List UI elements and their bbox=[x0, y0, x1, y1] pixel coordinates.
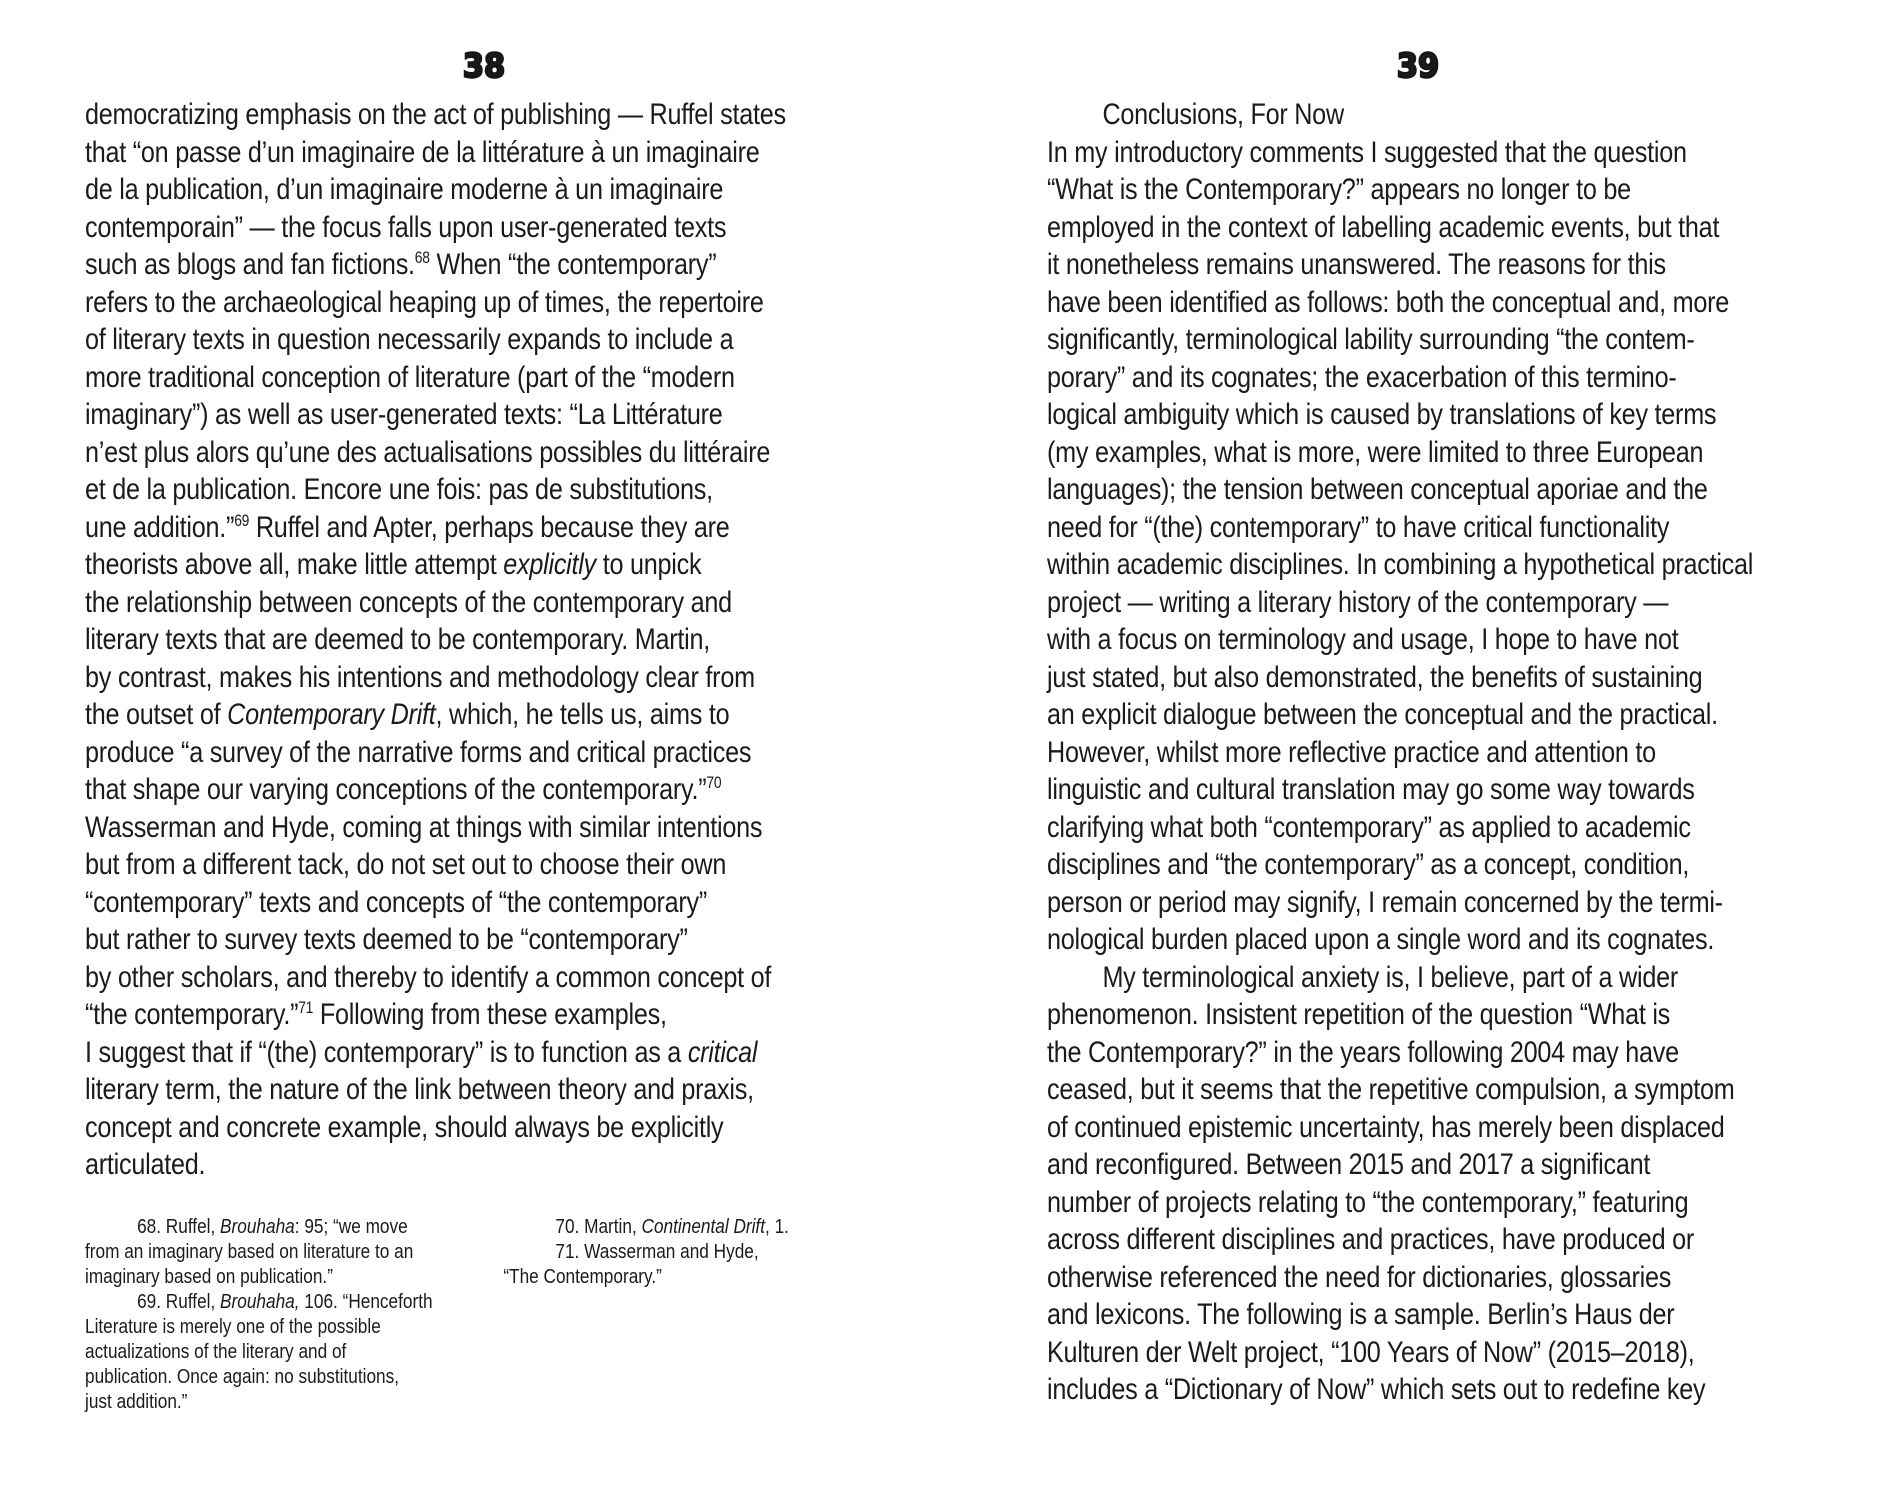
body-text-line: However, whilst more reflective practice and attention to bbox=[1047, 735, 1656, 769]
page-38-body bbox=[85, 96, 875, 1184]
body-text-line: languages); the tension between conceptual aporiae and the bbox=[1047, 473, 1708, 506]
footnote-line: “The Contemporary.” bbox=[503, 1264, 662, 1288]
body-text-line: but from a different tack, do not set out to choose their own bbox=[85, 848, 727, 881]
body-text-line: with a focus on terminology and usage, I hope to have not bbox=[1047, 623, 1679, 656]
body-text-line: that “on passe d’un imaginaire de la littérature à un imaginaire bbox=[85, 135, 760, 169]
body-text-line: such as blogs and fan fictions.$^{68}$ When “the contemporary” bbox=[85, 248, 717, 281]
body-text-line: the relationship between concepts of the contemporary and bbox=[85, 585, 732, 619]
body-text-line: porary” and its cognates; the exacerbation of this termino- bbox=[1047, 360, 1677, 394]
body-text-line: of literary texts in question necessarily expands to include a bbox=[85, 323, 734, 356]
body-text-line: une addition.”$^{69}$ Ruffel and Apter, perhaps because they are bbox=[85, 510, 730, 544]
body-text-line: number of projects relating to “the contemporary,” featuring bbox=[1047, 1185, 1689, 1219]
body-text-line: an explicit dialogue between the conceptual and the practical. bbox=[1047, 698, 1718, 731]
body-text-line: person or period may signify, I remain concerned by the termi- bbox=[1047, 885, 1723, 919]
body-text-line: need for “(the) contemporary” to have critical functionality bbox=[1047, 510, 1670, 544]
body-text-line: refers to the archaeological heaping up of times, the repertoire bbox=[85, 285, 764, 319]
body-text-line: that shape our varying conceptions of the contemporary.”$^{70}$ bbox=[85, 773, 722, 806]
page-38-text-block bbox=[85, 96, 875, 1424]
body-text-line: otherwise referenced the need for dictionaries, glossaries bbox=[1047, 1260, 1672, 1294]
body-text-line: clarifying what both “contemporary” as applied to academic bbox=[1047, 810, 1691, 844]
body-text-line: of continued epistemic uncertainty, has merely been displaced bbox=[1047, 1110, 1725, 1144]
body-text-line: linguistic and cultural translation may go some way towards bbox=[1047, 773, 1695, 806]
body-text-line: includes a “Dictionary of Now” which sets out to redefine key bbox=[1047, 1373, 1706, 1406]
body-text-line: (my examples, what is more, were limited to three European bbox=[1047, 435, 1704, 469]
body-text-line: democratizing emphasis on the act of publishing — Ruffel states bbox=[85, 98, 786, 131]
footnote-column-2 bbox=[503, 1214, 789, 1289]
body-text-line: produce “a survey of the narrative forms and critical practices bbox=[85, 735, 752, 769]
body-text-line: the outset of Contemporary Drift, which, he tells us, aims to bbox=[85, 698, 730, 731]
body-text-line: logical ambiguity which is caused by translations of key terms bbox=[1047, 398, 1717, 431]
body-text-line: theorists above all, make little attempt explicitly to unpick bbox=[85, 548, 702, 581]
footnote-line: Literature is merely one of the possible bbox=[85, 1314, 381, 1338]
body-text-line: literary term, the nature of the link between theory and praxis, bbox=[85, 1073, 754, 1106]
body-text-line: just stated, but also demonstrated, the benefits of sustaining bbox=[1047, 660, 1703, 694]
section-heading: Conclusions, For Now bbox=[1102, 98, 1344, 131]
body-text-line: et de la publication. Encore une fois: pas de substitutions, bbox=[85, 473, 713, 506]
body-text-line: concept and concrete example, should always be explicitly bbox=[85, 1110, 724, 1144]
body-text-line: but rather to survey texts deemed to be “contemporary” bbox=[85, 923, 688, 956]
footnote-line: 68. Ruffel, Brouhaha: 95; “we move bbox=[137, 1214, 408, 1238]
body-text-line: by other scholars, and thereby to identify a common concept of bbox=[85, 960, 772, 994]
page-39-body bbox=[1047, 134, 1837, 1409]
body-text-line: project — writing a literary history of the contemporary — bbox=[1047, 585, 1669, 619]
footnote-line: just addition.” bbox=[85, 1389, 188, 1413]
body-text-line: Wasserman and Hyde, coming at things with similar intentions bbox=[85, 810, 763, 844]
body-text-line: ceased, but it seems that the repetitive compulsion, a symptom bbox=[1047, 1073, 1735, 1106]
body-text-line: employed in the context of labelling academic events, but that bbox=[1047, 210, 1720, 244]
footnote-line: actualizations of the literary and of bbox=[85, 1339, 347, 1363]
footnote-line: from an imaginary based on literature to an bbox=[85, 1239, 414, 1263]
body-text-line: disciplines and “the contemporary” as a concept, condition, bbox=[1047, 848, 1690, 881]
body-text-line: articulated. bbox=[85, 1148, 206, 1181]
body-text-line: significantly, terminological lability surrounding “the contem- bbox=[1047, 323, 1695, 356]
body-text-line: nological burden placed upon a single word and its cognates. bbox=[1047, 923, 1715, 956]
footnote-column-1 bbox=[85, 1214, 433, 1414]
body-text-line: have been identified as follows: both the conceptual and, more bbox=[1047, 285, 1730, 319]
page-38-footnotes bbox=[85, 1214, 875, 1424]
body-text-line: and lexicons. The following is a sample. Berlin’s Haus der bbox=[1047, 1298, 1675, 1331]
body-text-line: “What is the Contemporary?” appears no longer to be bbox=[1047, 173, 1631, 206]
body-text-line: Kulturen der Welt project, “100 Years of Now” (2015–2018), bbox=[1047, 1335, 1695, 1369]
footnote-line: publication. Once again: no substitutions, bbox=[85, 1364, 399, 1388]
body-text-line: de la publication, d’un imaginaire moderne à un imaginaire bbox=[85, 173, 724, 206]
body-text-line: literary texts that are deemed to be contemporary. Martin, bbox=[85, 623, 711, 656]
footnote-line: 71. Wasserman and Hyde, bbox=[555, 1239, 759, 1263]
body-text-line: I suggest that if “(the) contemporary” is to function as a critical bbox=[85, 1035, 758, 1069]
body-text-line: imaginary”) as well as user-generated texts: “La Littérature bbox=[85, 398, 723, 431]
body-text-line: it nonetheless remains unanswered. The reasons for this bbox=[1047, 248, 1666, 281]
page-39-text-block bbox=[1047, 96, 1837, 1409]
body-text-line: the Contemporary?” in the years following 2004 may have bbox=[1047, 1035, 1679, 1069]
footnote-line: 69. Ruffel, Brouhaha, 106. “Henceforth bbox=[137, 1289, 433, 1313]
body-text-line: within academic disciplines. In combining a hypothetical practical bbox=[1047, 548, 1754, 581]
body-text-line: n’est plus alors qu’une des actualisations possibles du littéraire bbox=[85, 435, 771, 469]
footnote-line: imaginary based on publication.” bbox=[85, 1264, 333, 1288]
body-text-line: and reconfigured. Between 2015 and 2017 a significant bbox=[1047, 1148, 1651, 1181]
body-text-line: “the contemporary.”$^{71}$ Following from these examples, bbox=[85, 998, 667, 1031]
body-text-line: In my introductory comments I suggested that the question bbox=[1047, 135, 1687, 169]
body-text-line: contemporain” — the focus falls upon user-generated texts bbox=[85, 210, 727, 244]
body-text-line: more traditional conception of literature (part of the “modern bbox=[85, 360, 735, 394]
body-text-line: “contemporary” texts and concepts of “the contemporary” bbox=[85, 885, 708, 919]
body-text-line: across different disciplines and practices, have produced or bbox=[1047, 1223, 1694, 1256]
body-text-line: My terminological anxiety is, I believe, part of a wider bbox=[1102, 960, 1678, 994]
page-number-38: 38 bbox=[462, 46, 506, 85]
body-text-line: phenomenon. Insistent repetition of the question “What is bbox=[1047, 998, 1671, 1031]
body-text-line: by contrast, makes his intentions and methodology clear from bbox=[85, 660, 755, 694]
footnote-line: 70. Martin, Continental Drift, 1. bbox=[555, 1214, 789, 1238]
page-number-39: 39 bbox=[1396, 46, 1440, 85]
